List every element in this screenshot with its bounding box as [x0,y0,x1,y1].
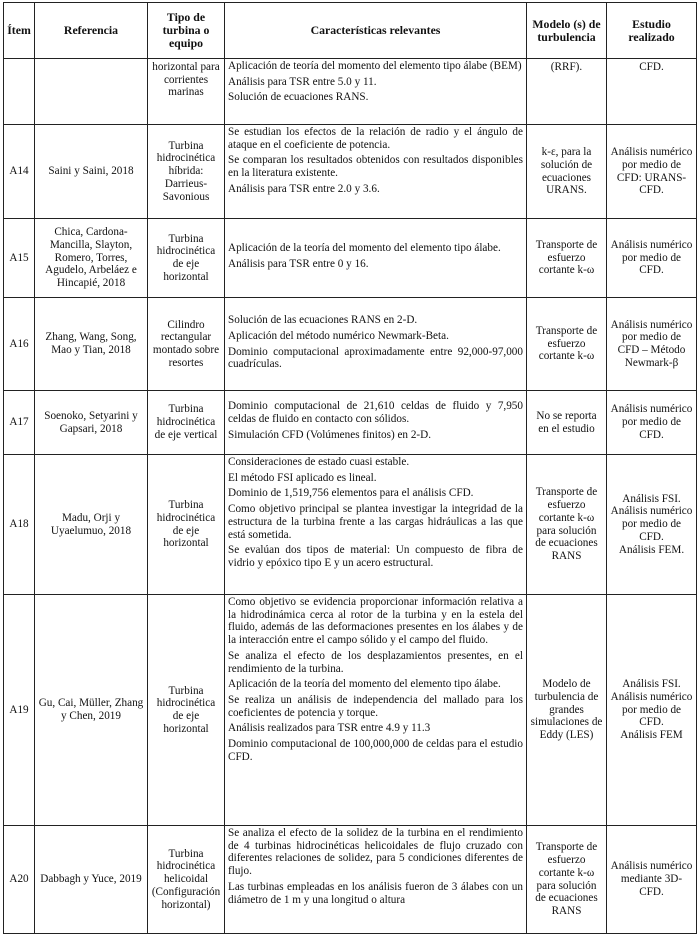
characteristic-line: Se analiza el efecto de los desplazamientos presentes, en el rendimiento de la turbina. [228,649,523,675]
table-row [4,595,697,826]
study-cell: Análisis numérico por medio de CFD. [607,219,697,298]
item-cell: A14 [4,125,35,219]
item-cell: A18 [4,455,35,595]
model-cell: (RRF). [527,59,607,125]
characteristic-line: Análisis para TSR entre 2.0 y 3.6. [228,182,380,195]
study-cell: Análisis FSI. Análisis numérico por medio de CFD. Análisis FEM. [607,455,697,595]
characteristic-line: Se comparan los resultados obtenidos con resultados disponibles en la literatura existente. [228,154,523,180]
table-row [4,59,697,125]
header-item: Ítem [4,3,35,59]
characteristics-cell [225,59,527,125]
type-cell: Turbina hidrocinética de eje horizontal [148,219,225,298]
header-referencia: Referencia [35,3,148,59]
characteristic-line: Dominio computacional aproximadamente entre 92,000-97,000 cuadrículas. [228,345,523,371]
header-caracteristicas: Características relevantes [225,3,527,59]
characteristics-cell [225,391,527,455]
type-cell: Turbina hidrocinética de eje vertical [148,391,225,455]
characteristic-line: Como objetivo principal se plantea investigar la integridad de la estructura de la turbina frente a las cargas hidráulicas a las que está sometida. [228,503,523,541]
type-cell: Turbina hidrocinética híbrida: Darrieus-Savonious [148,125,225,219]
model-cell: k-ε, para la solución de ecuaciones URANS. [527,125,607,219]
characteristics-cell [225,455,527,595]
table-row [4,391,697,455]
reference-cell: Dabbagh y Yuce, 2019 [35,826,148,934]
model-cell: Modelo de turbulencia de grandes simulaciones de Eddy (LES) [527,595,607,826]
characteristics-cell [225,219,527,298]
item-cell: A20 [4,826,35,934]
table-row [4,125,697,219]
table-row [4,455,697,595]
reference-cell: Gu, Cai, Müller, Zhang y Chen, 2019 [35,595,148,826]
characteristic-line: Se analiza el efecto de la solidez de la turbina en el rendimiento de 4 turbinas hidrocinéticas helicoidales de flujo cruzado con diferentes relaciones de solidez, para 5 condiciones diferentes de flujo. [228,827,523,878]
characteristic-line: Se estudian los efectos de la relación de radio y el ángulo de ataque en el coeficiente de potencia. [228,126,523,151]
type-cell: Turbina hidrocinética de eje horizontal [148,595,225,826]
characteristics-cell [225,125,527,219]
study-cell: CFD. [607,59,697,125]
model-cell: Transporte de esfuerzo cortante k-ω para solución de ecuaciones RANS [527,455,607,595]
model-cell: Transporte de esfuerzo cortante k-ω [527,298,607,391]
characteristic-line: Aplicación del método numérico Newmark-Beta. [228,329,449,342]
characteristic-line: Se realiza un análisis de independencia del mallado para los coeficientes de potencia y torque. [228,693,523,719]
characteristic-line: Aplicación de la teoría del momento del elemento tipo álabe. [228,678,501,691]
table-row [4,219,697,298]
item-cell: A19 [4,595,35,826]
item-cell: A17 [4,391,35,455]
characteristic-line: Dominio computacional de 100,000,000 de celdas para el estudio CFD. [228,738,523,763]
model-cell: Transporte de esfuerzo cortante k-ω [527,219,607,298]
characteristics-cell [225,826,527,934]
reference-cell: Zhang, Wang, Song, Mao y Tian, 2018 [35,298,148,391]
characteristics-cell [225,298,527,391]
characteristic-line: Análisis para TSR entre 5.0 y 11. [228,75,377,88]
table-row [4,826,697,934]
type-cell: Turbina hidrocinética helicoidal (Configuración horizontal) [148,826,225,934]
reference-cell: Soenoko, Setyarini y Gapsari, 2018 [35,391,148,455]
characteristic-line: Simulación CFD (Volúmenes finitos) en 2-D. [228,428,432,441]
characteristic-line: Solución de las ecuaciones RANS en 2-D. [228,314,418,327]
characteristic-line: Se evalúan dos tipos de material: Un compuesto de fibra de vidrio y epóxico tipo E y un acero estructural. [228,544,523,569]
reference-cell [35,59,148,125]
study-cell: Análisis FSI. Análisis numérico por medio de CFD. Análisis FEM [607,595,697,826]
type-cell: Cilindro rectangular montado sobre resortes [148,298,225,391]
characteristic-line: Solución de ecuaciones RANS. [228,91,369,104]
table-row [4,298,697,391]
characteristic-line: Aplicación de la teoría del momento del elemento tipo álabe. [228,242,501,255]
characteristics-cell [225,595,527,826]
characteristic-line: Las turbinas empleadas en los análisis fueron de 3 álabes con un diámetro de 1 m y una longitud o altura [228,880,523,906]
characteristic-line: Análisis realizados para TSR entre 4.9 y 11.3 [228,722,431,735]
study-cell: Análisis numérico por medio de CFD: URANS-CFD. [607,125,697,219]
model-cell: Transporte de esfuerzo cortante k-ω para solución de ecuaciones RANS [527,826,607,934]
reference-cell: Saini y Saini, 2018 [35,125,148,219]
model-cell: No se reporta en el estudio [527,391,607,455]
study-cell: Análisis numérico por medio de CFD – Método Newmark-β [607,298,697,391]
header-tipo: Tipo de turbina o equipo [148,3,225,59]
type-cell: Turbina hidrocinética de eje horizontal [148,455,225,595]
item-cell: A15 [4,219,35,298]
study-cell: Análisis numérico mediante 3D-CFD. [607,826,697,934]
header-row [4,3,697,59]
type-cell: horizontal para corrientes marinas [148,59,225,125]
characteristic-line: Dominio de 1,519,756 elementos para el análisis CFD. [228,487,474,500]
reference-cell: Madu, Orji y Uyaelumuo, 2018 [35,455,148,595]
characteristic-line: Aplicación de teoría del momento del elemento tipo álabe (BEM) [228,60,522,72]
characteristic-line: Análisis para TSR entre 0 y 16. [228,258,369,270]
reference-cell: Chica, Cardona-Mancilla, Slayton, Romero, Torres, Agudelo, Arbeláez e Hincapié, 2018 [35,219,148,298]
literature-review-table [3,2,697,934]
characteristic-line: El método FSI aplicado es lineal. [228,471,377,484]
study-cell: Análisis numérico por medio de CFD. [607,391,697,455]
header-estudio: Estudio realizado [607,3,697,59]
characteristic-line: Como objetivo se evidencia proporcionar información relativa a la hidrodinámica cerca al rotor de la turbina y en la estela del fluido, además de las deformaciones presentes en los álabes y de la interacción entre el campo sólido y el campo del fluido. [228,596,523,647]
header-modelo: Modelo (s) de turbulencia [527,3,607,59]
item-cell: A16 [4,298,35,391]
item-cell [4,59,35,125]
characteristic-line: Dominio computacional de 21,610 celdas de fluido y 7,950 celdas de fluido en contacto con sólidos. [228,400,523,426]
characteristic-line: Consideraciones de estado cuasi estable. [228,456,410,468]
